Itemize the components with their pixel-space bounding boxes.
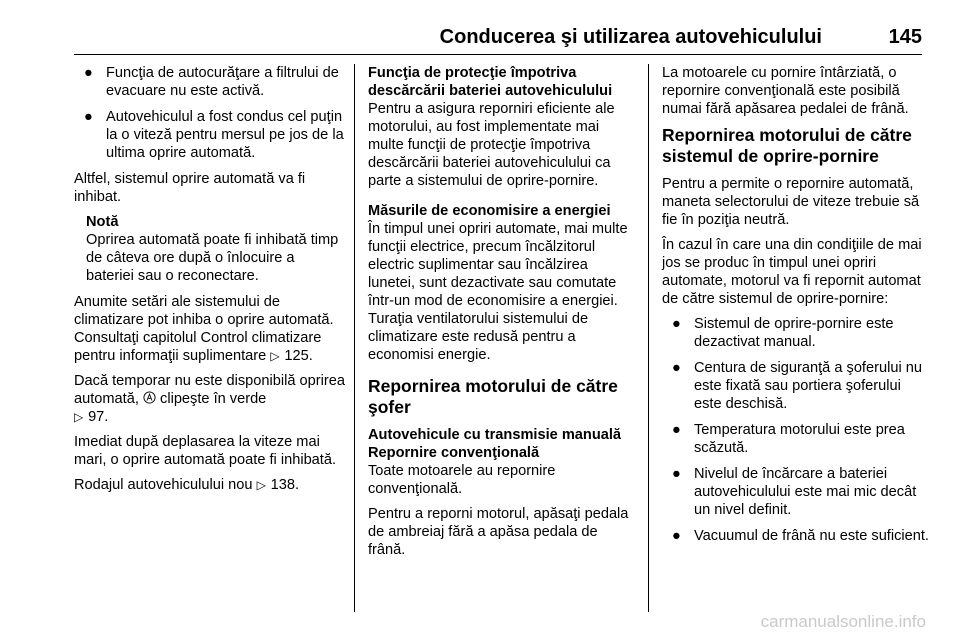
note-box [74,213,346,285]
paragraph: Pentru a permite o repornire automată, maneta selectorului de viteze trebuie să fie în poziţia neutră. [662,176,920,228]
paragraph: Pentru a reporni motorul, apăsaţi pedala de ambreiaj fără a apăsa pedala de frână. [368,506,629,558]
watermark: carmanualsonline.info [760,612,926,631]
column-divider-2 [648,64,649,612]
page-reference[interactable]: 125. [284,348,313,364]
note-title: Notă [86,214,119,230]
header-divider [74,54,922,55]
paragraph: Imediat după deplasarea la viteze mai mari, o oprire automată poate fi inhibată. [74,434,337,468]
list-item: ● Nivelul de încărcare a bateriei autovehiculului este mai mic decât un nivel definit. [672,466,917,518]
column-1 [74,64,346,501]
list-item: ● Sistemul de oprire-pornire este dezactivat manual. [672,316,894,350]
section-heading: Repornirea motorului de către sistemul de oprire-pornire [662,125,912,166]
subsection-heading: Repornire convenţională [368,445,540,461]
paragraph: În cazul în care una din condiţiile de mai jos se produc în timpul unei opriri automate, motorul va fi repornit automat de către sistemul de oprire-pornire: [662,237,922,307]
paragraph: Rodajul autovehiculului nou ▷ 138. [74,477,300,493]
list-item: ● Centura de siguranţă a şoferului nu este fixată sau portiera şoferului este deschisă. [672,360,922,412]
list-item: ● Temperatura motorului este prea scăzută. [672,422,905,456]
column-divider-1 [354,64,355,612]
paragraph: La motoarele cu pornire întârziată, o repornire convenţională este posibilă numai fără apăsarea pedalei de frână. [662,65,909,117]
page-reference-arrow-icon: ▷ [270,349,280,363]
column-2 [368,64,638,566]
subsection-heading: Autovehicule cu transmisie manuală [368,427,622,443]
paragraph: În timpul unei opriri automate, mai multe funcţii electrice, precum încălzitorul electric suplimentar sau încălzirea lunetei, sunt dezactivate sau comutate într-un mod de economisire a energiei. Turaţia ventilatorului sistemului de climatizare este redusă pentru a economisi energie. [368,221,628,363]
auto-stop-indicator-icon [143,391,156,404]
paragraph: Dacă temporar nu este disponibilă oprirea automată, clipeşte în verde ▷ 97. [74,373,345,425]
paragraph: Anumite setări ale sistemului de climatizare pot inhiba o oprire automată. Consultaţi capitolul Control climatizare pentru informaţii suplimentare ▷ 125. [74,294,334,364]
section-heading: Funcţia de protecţie împotriva descărcării bateriei autovehiculului [368,65,613,99]
column-3 [662,64,932,553]
note-text: Oprirea automată poate fi inhibată timp de câteva ore după o înlocuire a bateriei sau o reconectare. [86,232,339,284]
page-reference[interactable]: 97. [88,409,109,425]
paragraph: Altfel, sistemul oprire automată va fi inhibat. [74,171,306,205]
page-reference[interactable]: 138. [270,477,300,493]
page-number: 145 [888,26,922,48]
section-heading: Măsurile de economisire a energiei [368,203,611,219]
paragraph: Toate motoarele au repornire convenţională. [368,463,556,497]
page-title: Conducerea şi utilizarea autovehiculului [439,26,822,48]
page-reference-arrow-icon: ▷ [74,410,84,424]
section-heading: Repornirea motorului de către şofer [368,376,618,417]
paragraph: Pentru a asigura reporniri eficiente ale motorului, au fost implementate mai multe funcţii de protecţie împotriva descărcării bateriei autovehiculului ca parte a sistemului de oprire-pornire. [368,101,615,189]
list-item: ● Autovehiculul a fost condus cel puţin la o viteză pentru mersul pe jos de la ultima oprire automată. [84,109,344,161]
list-item: ● Vacuumul de frână nu este suficient. [672,528,929,544]
list-item: ● Funcţia de autocurăţare a filtrului de evacuare nu este activă. [84,65,339,99]
page-reference-arrow-icon: ▷ [256,478,266,492]
